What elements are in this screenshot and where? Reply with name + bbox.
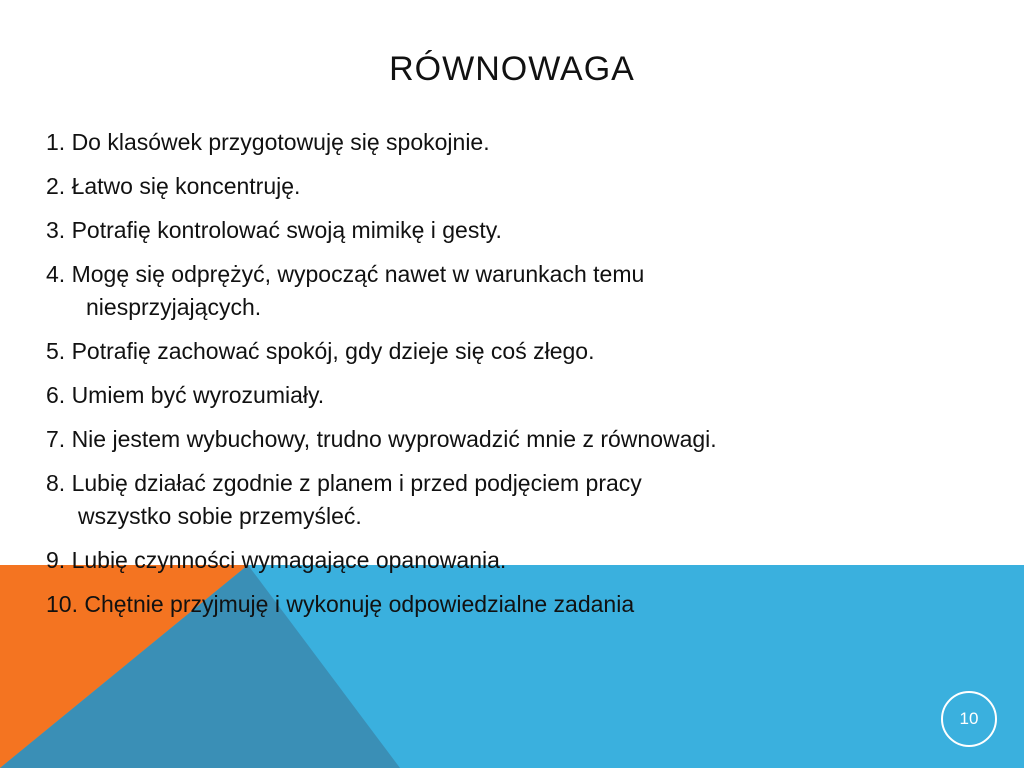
- item-text: 7. Nie jestem wybuchowy, trudno wyprowadzić mnie z równowagi.: [46, 426, 717, 452]
- item-text: 6. Umiem być wyrozumiały.: [46, 382, 325, 408]
- statement-list: [46, 126, 946, 632]
- item-text: 5. Potrafię zachować spokój, gdy dzieje się coś złego.: [46, 338, 595, 364]
- item-text: 2. Łatwo się koncentruję.: [46, 173, 301, 199]
- item-text: 3. Potrafię kontrolować swoją mimikę i gesty.: [46, 217, 502, 243]
- item-text: 8. Lubię działać zgodnie z planem i przed podjęciem pracy: [46, 470, 642, 496]
- item-text: 9. Lubię czynności wymagające opanowania.: [46, 547, 507, 573]
- item-text-continuation: wszystko sobie przemyśleć.: [78, 503, 362, 529]
- list-item: [46, 258, 946, 324]
- item-text: 1. Do klasówek przygotowuję się spokojnie.: [46, 129, 490, 155]
- list-item: [46, 126, 946, 159]
- slide-title: RÓWNOWAGA: [389, 50, 635, 88]
- list-item: [46, 544, 946, 577]
- list-item: [46, 588, 946, 621]
- item-text: 10. Chętnie przyjmuję i wykonuję odpowiedzialne zadania: [46, 591, 635, 617]
- list-item: [46, 423, 946, 456]
- list-item: [46, 335, 946, 368]
- list-item: [46, 214, 946, 247]
- item-text-continuation: niesprzyjających.: [86, 294, 262, 320]
- page-number: 10: [959, 709, 979, 728]
- list-item: [46, 467, 946, 533]
- item-text: 4. Mogę się odprężyć, wypocząć nawet w warunkach temu: [46, 261, 645, 287]
- list-item: [46, 170, 946, 203]
- page-number-badge: [941, 691, 997, 747]
- list-item: [46, 379, 946, 412]
